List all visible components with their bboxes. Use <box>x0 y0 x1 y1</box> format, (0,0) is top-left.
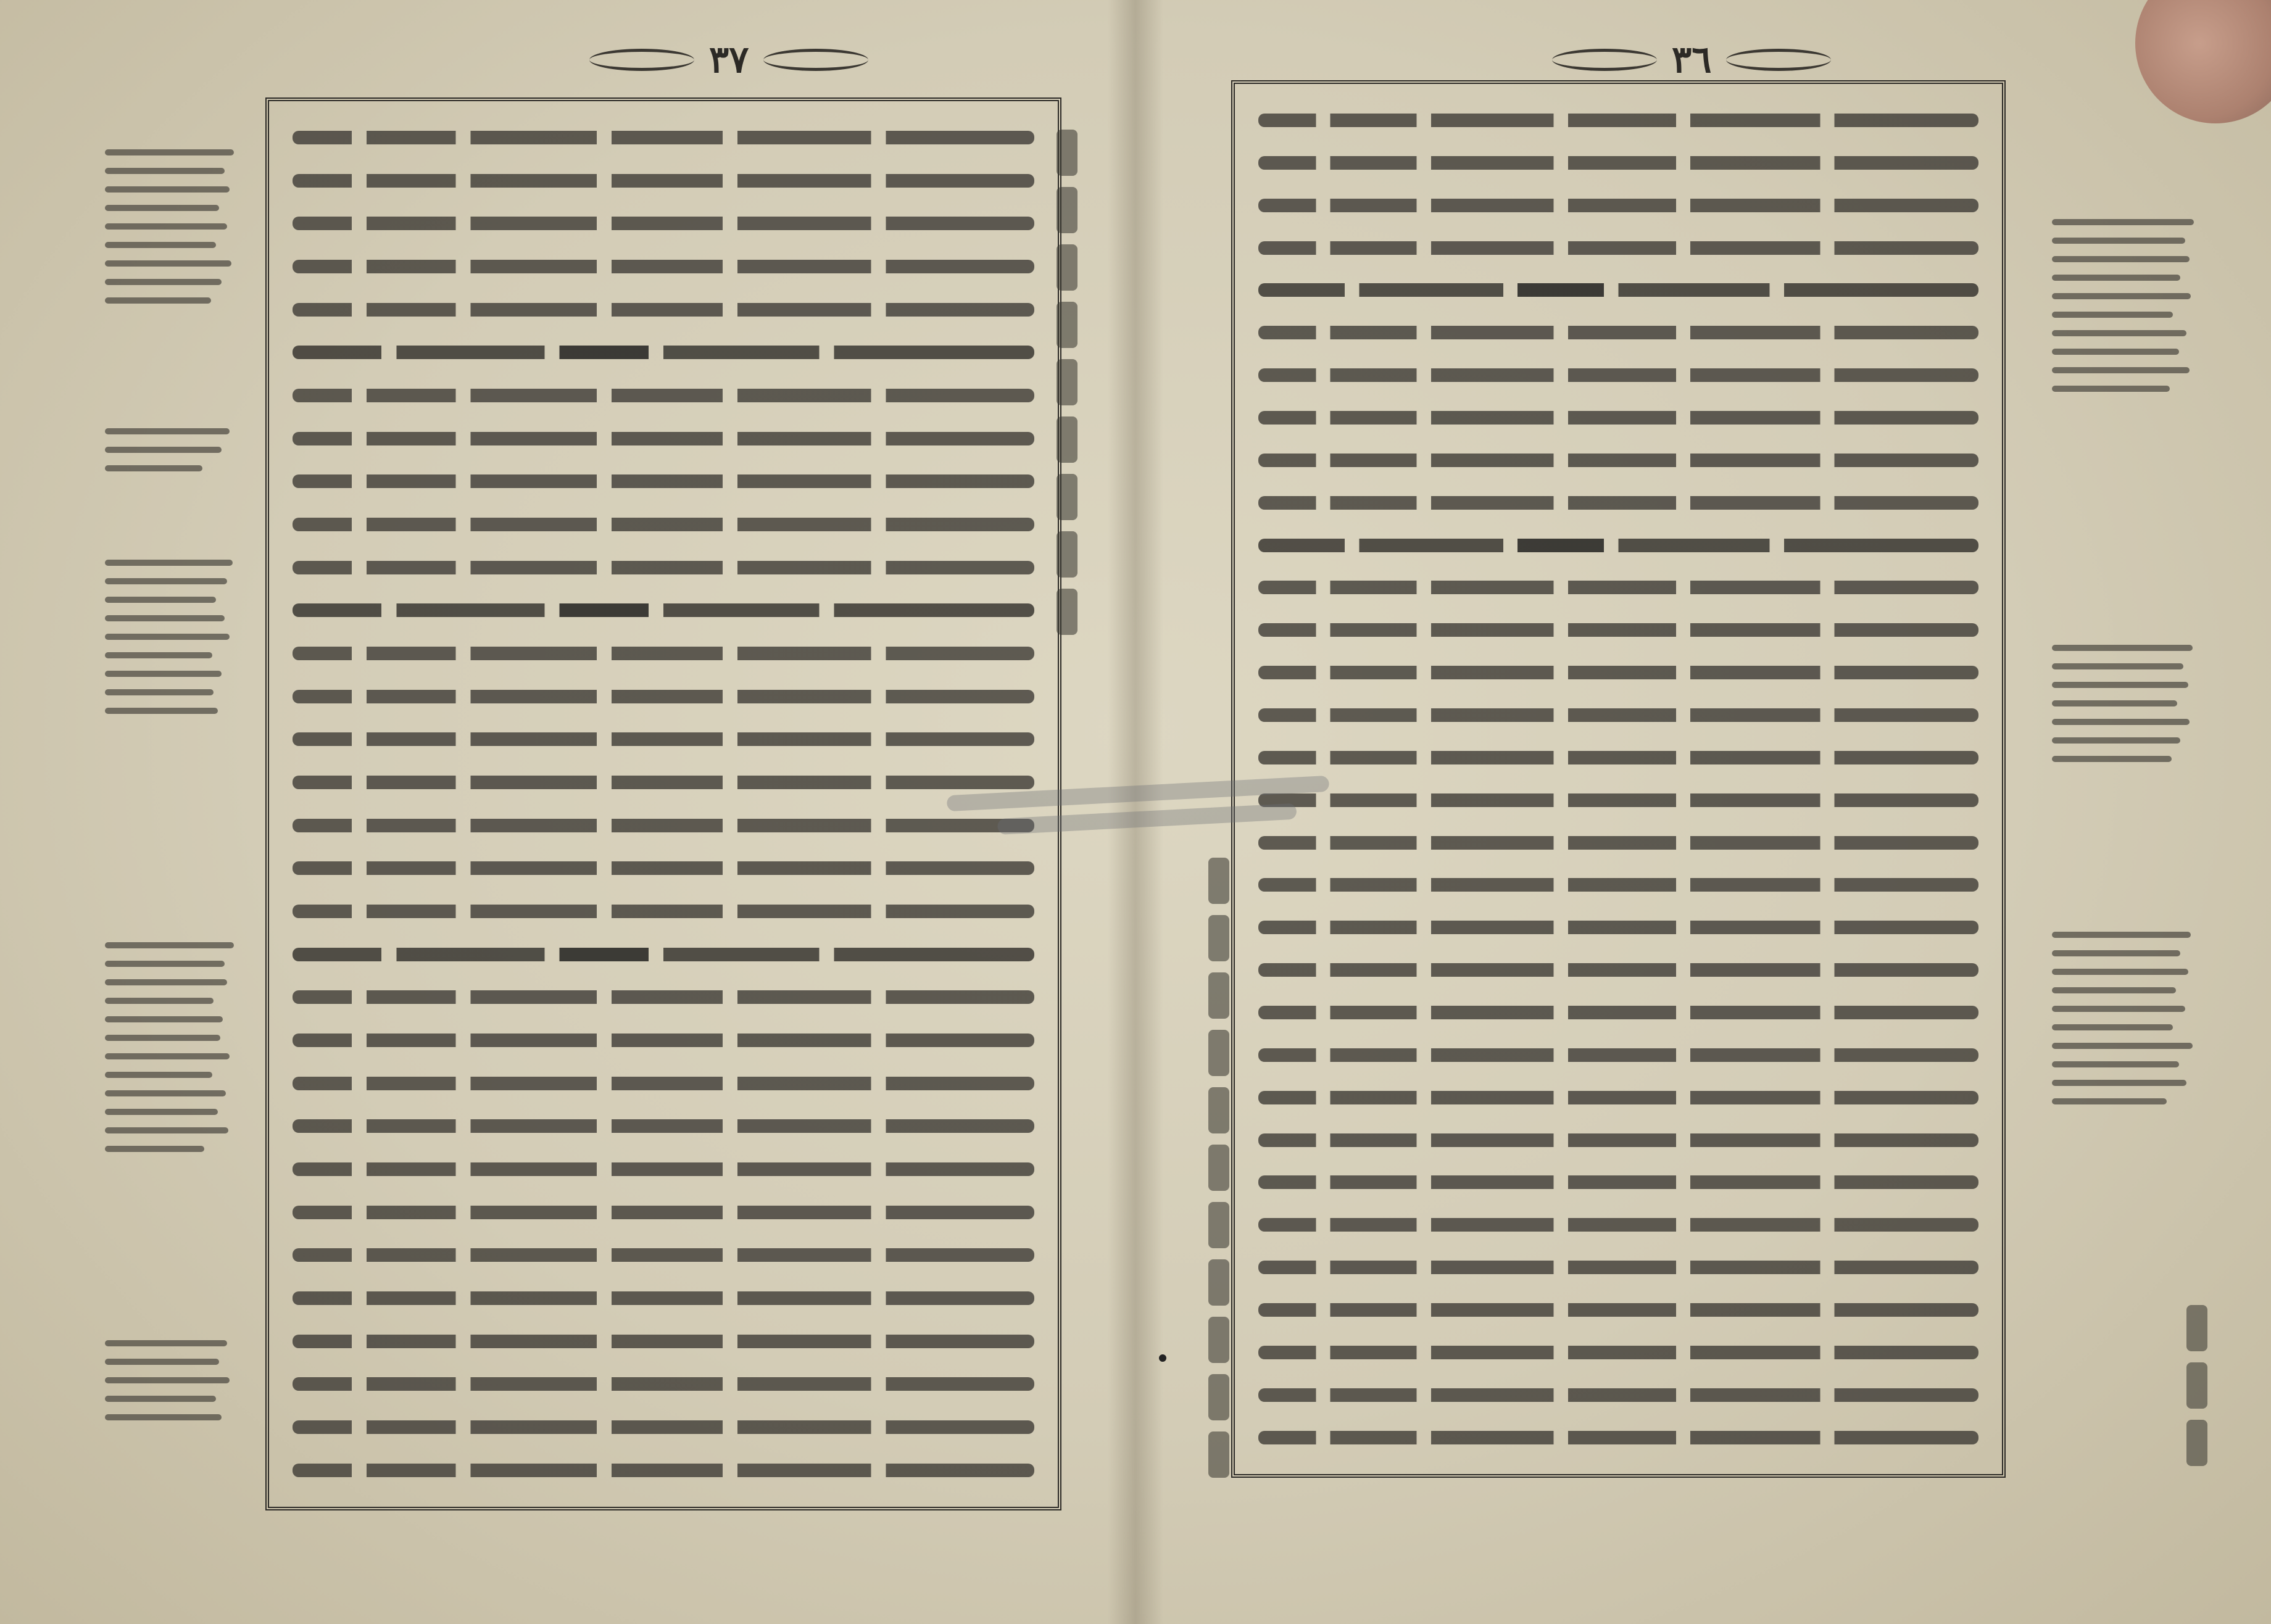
left-note-block-5 <box>105 1340 241 1420</box>
right-note-block-2 <box>2052 645 2203 762</box>
left-inner-vertical-note <box>1057 130 1077 635</box>
left-page-number-ornament <box>763 49 868 71</box>
left-note-block-3 <box>105 560 241 714</box>
right-main-text-frame <box>1231 80 2006 1478</box>
left-note-block-2 <box>105 428 241 471</box>
right-note-block-1 <box>2052 219 2203 392</box>
right-page-number <box>1552 38 1831 81</box>
left-page-number-ornament <box>589 49 694 71</box>
right-page-number-ornament <box>1726 49 1831 71</box>
right-note-block-3 <box>2052 932 2203 1104</box>
right-margin-notes <box>2052 219 2203 1453</box>
left-note-block-1 <box>105 149 241 304</box>
left-margin-notes <box>105 149 241 1522</box>
left-page-number-text: ٣٧ <box>709 38 749 81</box>
right-page-number-text: ٣٦ <box>1672 38 1712 81</box>
left-main-text-frame <box>265 97 1061 1510</box>
left-note-block-4 <box>105 942 241 1152</box>
left-page-number <box>589 38 868 81</box>
right-page-number-ornament <box>1552 49 1657 71</box>
right-outer-vertical-note <box>2186 1305 2207 1466</box>
binding-mark <box>1159 1354 1166 1362</box>
right-inner-vertical-note <box>1208 858 1229 1478</box>
